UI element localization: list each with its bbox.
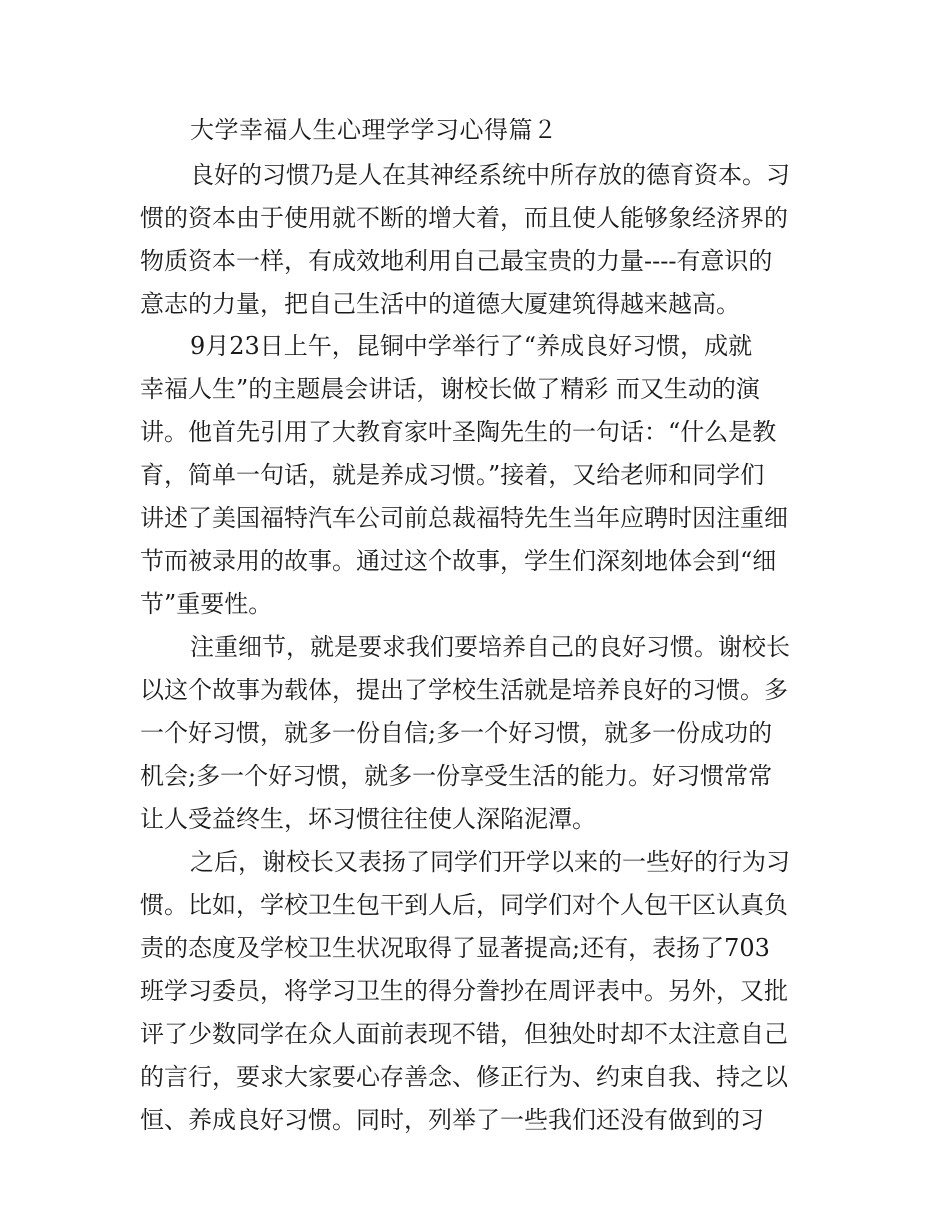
document-title: 大学幸福人生心理学学习心得篇２ <box>190 116 558 144</box>
paragraph-2-line-4: 育，简单一句话，就是养成习惯。”接着，又给老师和同学们 <box>140 461 765 489</box>
paragraph-3-line-1: 注重细节，就是要求我们要培养自己的良好习惯。谢校长 <box>190 633 790 661</box>
paragraph-1-line-3: 物质资本一样，有成效地利用自己最宝贵的力量----有意识的 <box>140 247 773 275</box>
paragraph-4-line-7: 恒、养成良好习惯。同时，列举了一些我们还没有做到的习 <box>140 1106 764 1134</box>
paragraph-2-line-5: 讲述了美国福特汽车公司前总裁福特先生当年应聘时因注重细 <box>140 504 788 532</box>
paragraph-2-line-3: 讲。他首先引用了大教育家叶圣陶先生的一句话：“什么是教 <box>140 418 777 446</box>
paragraph-4-line-1: 之后，谢校长又表扬了同学们开学以来的一些好的行为习 <box>190 848 790 876</box>
paragraph-2-line-1: 9月23日上午，昆铜中学举行了“养成良好习惯，成就 <box>190 332 753 360</box>
paragraph-1-line-2: 惯的资本由于使用就不断的增大着，而且使人能够象经济界的 <box>140 204 788 232</box>
paragraph-2-line-6: 节而被录用的故事。通过这个故事，学生们深刻地体会到“细 <box>140 547 777 575</box>
paragraph-4-line-6: 的言行，要求大家要心存善念、修正行为、约束自我、持之以 <box>140 1063 788 1091</box>
paragraph-3-line-2: 以这个故事为载体，提出了学校生活就是培养良好的习惯。多 <box>140 676 788 704</box>
paragraph-4-line-4: 班学习委员，将学习卫生的得分誊抄在周评表中。另外，又批 <box>140 977 788 1005</box>
paragraph-1-line-4: 意志的力量，把自己生活中的道德大厦建筑得越来越高。 <box>140 290 740 318</box>
paragraph-3-line-4: 机会;多一个好习惯，就多一份享受生活的能力。好习惯常常 <box>140 762 773 790</box>
paragraph-3-line-3: 一个好习惯，就多一份自信;多一个好习惯，就多一份成功的 <box>140 719 773 747</box>
paragraph-2-line-2: 幸福人生”的主题晨会讲话，谢校长做了精彩 而又生动的演 <box>140 375 760 403</box>
paragraph-4-line-3: 责的态度及学校卫生状况取得了显著提高;还有，表扬了703 <box>140 934 770 962</box>
paragraph-3-line-5: 让人受益终生，坏习惯往往使人深陷泥潭。 <box>140 805 596 833</box>
paragraph-2-line-7: 节”重要性。 <box>140 590 273 618</box>
paragraph-1-line-1: 良好的习惯乃是人在其神经系统中所存放的德育资本。习 <box>190 161 790 189</box>
paragraph-4-line-2: 惯。比如，学校卫生包干到人后，同学们对个人包干区认真负 <box>140 891 788 919</box>
paragraph-4-line-5: 评了少数同学在众人面前表现不错，但独处时却不太注意自己 <box>140 1020 788 1048</box>
